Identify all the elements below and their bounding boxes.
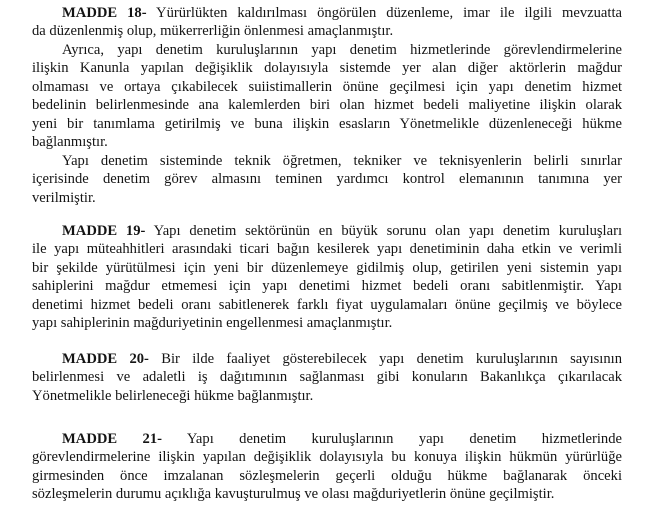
text-line: Ayrıca, yapı denetim kuruluşlarının yapı denetim hizmetlerinde görevlendirmelerine — [62, 42, 622, 58]
madde-18-line-2: da düzenlenmiş olup, mükerrerliğin önlenmesi amaçlanmıştır. — [32, 23, 394, 40]
text-line: ilişkin Kanunla yapılan değişiklik dolayısıyla sistemde yer alan diğer aktörlerin mağdur — [32, 60, 622, 77]
madde-18-heading: MADDE 18- — [62, 5, 147, 21]
madde-19-text: Yapı denetim sektörünün en büyük sorunu olan yapı denetim kuruluşları — [145, 223, 622, 239]
madde-20-line-1 — [32, 350, 622, 368]
text-line: Yapı denetim sisteminde teknik öğretmen, tekniker ve teknisyenlerin belirli sınırlar — [62, 153, 622, 169]
madde-19-heading: MADDE 19- — [62, 223, 146, 239]
text-line: içerisinde denetim görev almasını teminen yardımcı kontrol elemanının tanımına yer — [32, 171, 622, 188]
text-line: olmaması ve ortaya çıkabilecek suiistimallerin önüne geçilmesi için yapı denetim hizmet — [32, 78, 622, 95]
text-line: belirlenmesi ve adaletli iş dağıtımının sağlanması gibi konuların Bakanlıkça çıkarılacak — [32, 369, 622, 386]
madde-21-text: Yapı denetim kuruluşlarının yapı denetim hizmetlerinde — [161, 431, 622, 447]
text-line: sözleşmelerin durumu açıklığa kavuşturulmuş ve olası mağduriyetlerin önüne geçilmiştir. — [32, 486, 555, 503]
madde-20-text: Bir ilde faaliyet gösterebilecek yapı denetim kuruluşlarının sayısının — [148, 351, 623, 367]
madde-21-heading: MADDE 21- — [62, 431, 162, 447]
text-line: bağlanmıştır. — [32, 134, 108, 151]
text-line: bir şekilde yürütülmesi için yeni bir düzenlemeye gidilmiş olup, getirilen yeni sistemin yapı — [32, 259, 622, 276]
madde-19-paragraph — [32, 222, 622, 332]
text-line: Yönetmelikle belirleneceği hükme bağlanmıştır. — [32, 387, 314, 404]
text-line: bedelinin belirlenmesinde ana kalemlerden biri olan hizmet bedeli maliyetine ilişkin olarak — [32, 97, 622, 114]
madde-19-line-1 — [32, 222, 622, 240]
madde-20-paragraph — [32, 350, 622, 405]
text-line: görevlendirmelerine ilişkin yapılan değişiklik dolayısıyla bu konuya ilişkin hükmün yürürlüğe — [32, 449, 622, 466]
madde-18-paragraph-1 — [32, 4, 622, 41]
text-line: yeni bir tanımlama getirilmiş ve buna ilişkin esasların Yönetmelikle düzenleneceği hükme — [32, 115, 622, 132]
text-line: ile yapı müteahhitleri arasındaki ticari bağın kesilerek yapı denetiminin daha etkin ve verimli — [32, 241, 622, 258]
text-line: denetimi hizmet bedeli oranı sabitlenerek farklı fiyat uygulamaları önüne geçilmiş ve böylece — [32, 296, 622, 313]
madde-18-paragraph-2 — [32, 41, 622, 151]
text-line: yapı sahiplerinin mağduriyetinin engellenmesi amaçlanmıştır. — [32, 315, 393, 332]
text-line: sahiplerini mağdur etmemesi için yapı denetimi hizmet bedeli oranı sabitlenmiştir. Yapı — [32, 278, 622, 295]
madde-21-paragraph — [32, 430, 622, 504]
madde-18-paragraph-3 — [32, 152, 622, 207]
madde-18-text: Yürürlükten kaldırılması öngörülen düzenleme, imar ile ilgili mevzuatta — [146, 5, 622, 21]
text-line: girmesinden önce imzalanan sözleşmelerin geçerli olduğu hükme bağlanarak önceki — [32, 467, 622, 484]
madde-20-heading: MADDE 20- — [62, 351, 149, 367]
madde-18-line-1 — [32, 4, 622, 22]
madde-21-line-1 — [32, 430, 622, 448]
text-line: verilmiştir. — [32, 189, 96, 206]
